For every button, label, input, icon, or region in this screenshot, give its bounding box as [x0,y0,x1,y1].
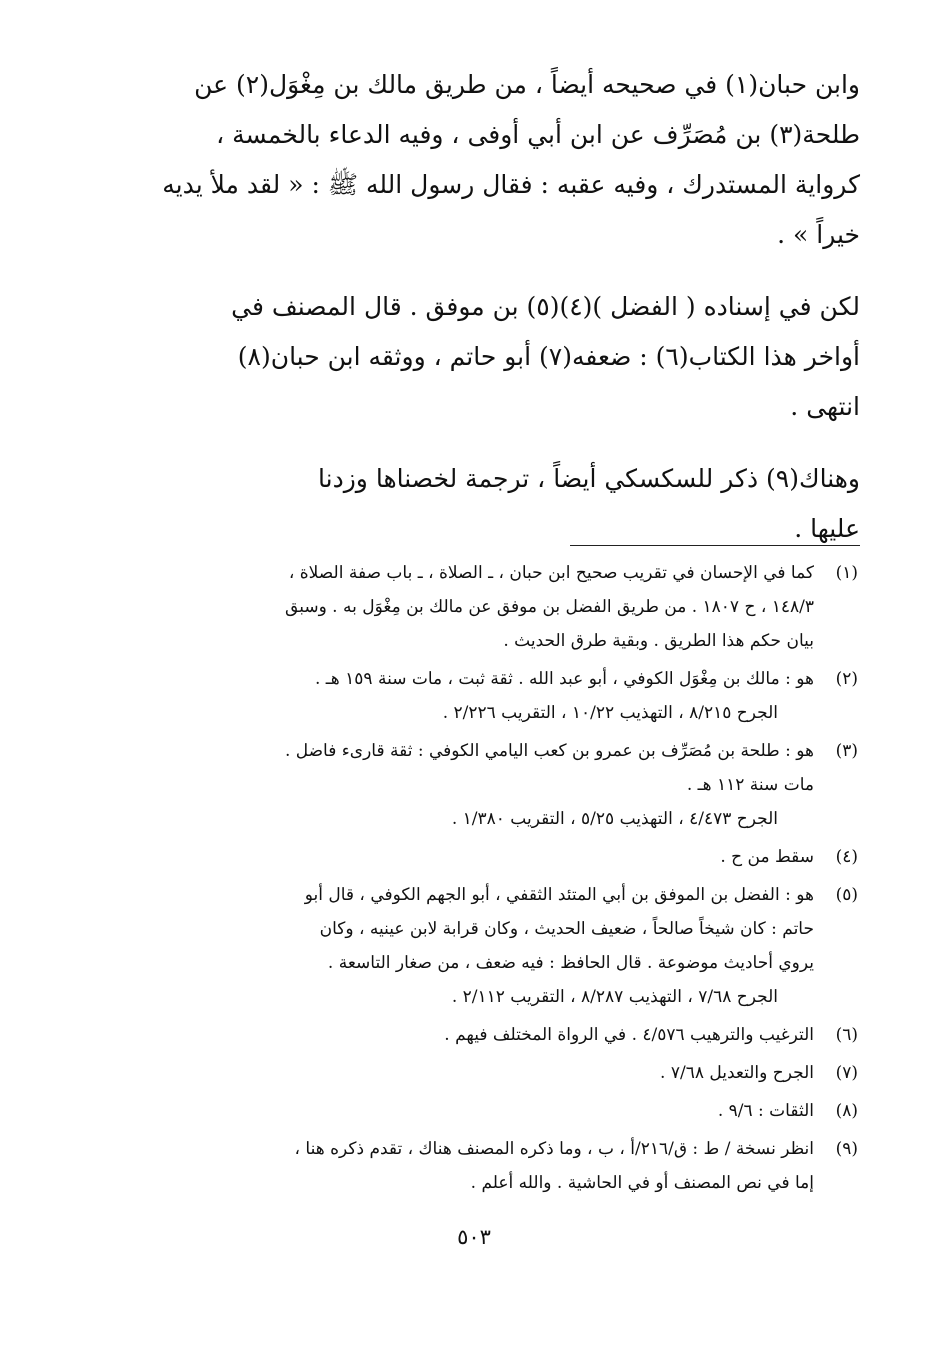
footnote-item [140,878,858,1014]
text-line: عليها . [794,514,860,543]
footnote-text [140,878,814,1014]
footnote-number: (٥) [835,885,858,905]
footnote-item [140,1018,858,1052]
footnote-text [140,662,814,730]
footnote-text [140,734,814,836]
footnote-item [140,1094,858,1128]
footnote-number: (٤) [835,847,858,867]
footnote-text [140,1094,814,1128]
text-line: كرواية المستدرك ، وفيه عقبه : فقال رسول الله ﷺ : « لقد ملأ يديه [162,170,860,199]
footnote-line: الجرح والتعديل ٧/٦٨ . [660,1063,814,1083]
footnote-line: الجرح ٧/٦٨ ، التهذيب ٨/٢٨٧ ، التقريب ٢/١١٢ . [451,987,778,1007]
footnote-item [140,556,858,658]
footnote-line: الترغيب والترهيب ٤/٥٧٦ . في الرواة المختلف فيهم . [444,1025,814,1045]
footnote-number: (١) [835,563,858,583]
text-line: خيراً » . [777,220,860,249]
text-line: أواخر هذا الكتاب(٦) : ضعفه(٧) أبو حاتم ، ووثقه ابن حبان(٨) [237,342,860,371]
page-number: ٥٠٣ [457,1225,491,1249]
main-text [120,60,860,572]
text-line: انتهى . [790,392,860,421]
footnote-text [140,1056,814,1090]
footnote-line: الجرح ٤/٤٧٣ ، التهذيب ٥/٢٥ ، التقريب ١/٣٨٠ . [451,809,778,829]
text-line: وهناك(٩) ذكر للسكسكي أيضاً ، ترجمة لخصناها وزدنا [318,464,860,493]
footnote-item [140,1132,858,1200]
footnote-number: (٧) [835,1063,858,1083]
text-line: طلحة(٣) بن مُصَرِّف عن ابن أبي أوفى ، وفيه الدعاء بالخمسة ، [216,120,860,149]
footnote-text [140,1018,814,1052]
paragraph-1 [120,60,860,260]
footnote-line: الجرح ٨/٢١٥ ، التهذيب ١٠/٢٢ ، التقريب ٢/٢٢٦ . [442,703,778,723]
footnote-line: الثقات : ٩/٦ . [717,1101,814,1121]
footnote-line: حاتم : كان شيخاً صالحاً ، ضعيف الحديث ، وكان قرابة لابن عينيه ، وكان [319,919,814,939]
footnote-line: هو : الفضل بن الموفق بن أبي المتئد الثقفي ، أبو الجهم الكوفي ، قال أبو [304,885,814,905]
footnote-line: بيان حكم هذا الطريق . وبقية طرق الحديث . [503,631,814,651]
footnote-text [140,840,814,874]
footnote-item [140,840,858,874]
footnote-number: (٩) [835,1139,858,1159]
paragraph-2 [120,282,860,432]
footnote-text [140,1132,814,1200]
footnote-line: كما في الإحسان في تقريب صحيح ابن حبان ، ـ الصلاة ، ـ باب صفة الصلاة ، [288,563,814,583]
text-line: وابن حبان(١) في صحيحه أيضاً ، من طريق مالك بن مِغْوَل(٢) عن [194,70,860,99]
footnote-line: هو : مالك بن مِغْوَل الكوفي ، أبو عبد الله . ثقة ثبت ، مات سنة ١٥٩ هـ . [314,669,814,689]
footnote-line: يروي أحاديث موضوعة . قال الحافظ : فيه ضعف ، من صغار التاسعة . [327,953,814,973]
footnote-separator [570,545,860,546]
footnote-item [140,734,858,836]
footnote-text [140,556,814,658]
footnote-number: (٢) [835,669,858,689]
footnote-line: مات سنة ١١٢ هـ . [686,775,814,795]
footnote-line: هو : طلحة بن مُصَرِّف بن عمرو بن كعب اليامي الكوفي : ثقة قارىء فاضل . [284,741,814,761]
footnote-number: (٦) [835,1025,858,1045]
text-line: لكن في إسناده ( الفضل )(٤)(٥) بن موفق . قال المصنف في [231,292,860,321]
footnote-line: سقط من ح . [720,847,814,867]
footnote-line: إما في نص المصنف أو في الحاشية . والله أعلم . [470,1173,814,1193]
footnote-item [140,662,858,730]
footnote-number: (٣) [835,741,858,761]
footnote-line: انظر نسخة / ط : ق/٢١٦/أ ، ب ، وما ذكره المصنف هناك ، تقدم ذكره هنا ، [294,1139,814,1159]
paragraph-3 [120,454,860,554]
footnote-number: (٨) [835,1101,858,1121]
footnotes [140,556,858,1204]
footnote-line: ١٤٨/٣ ، ح ١٨٠٧ . من طريق الفضل بن موفق عن مالك بن مِغْوَل به . وسبق [285,597,814,617]
footnote-item [140,1056,858,1090]
